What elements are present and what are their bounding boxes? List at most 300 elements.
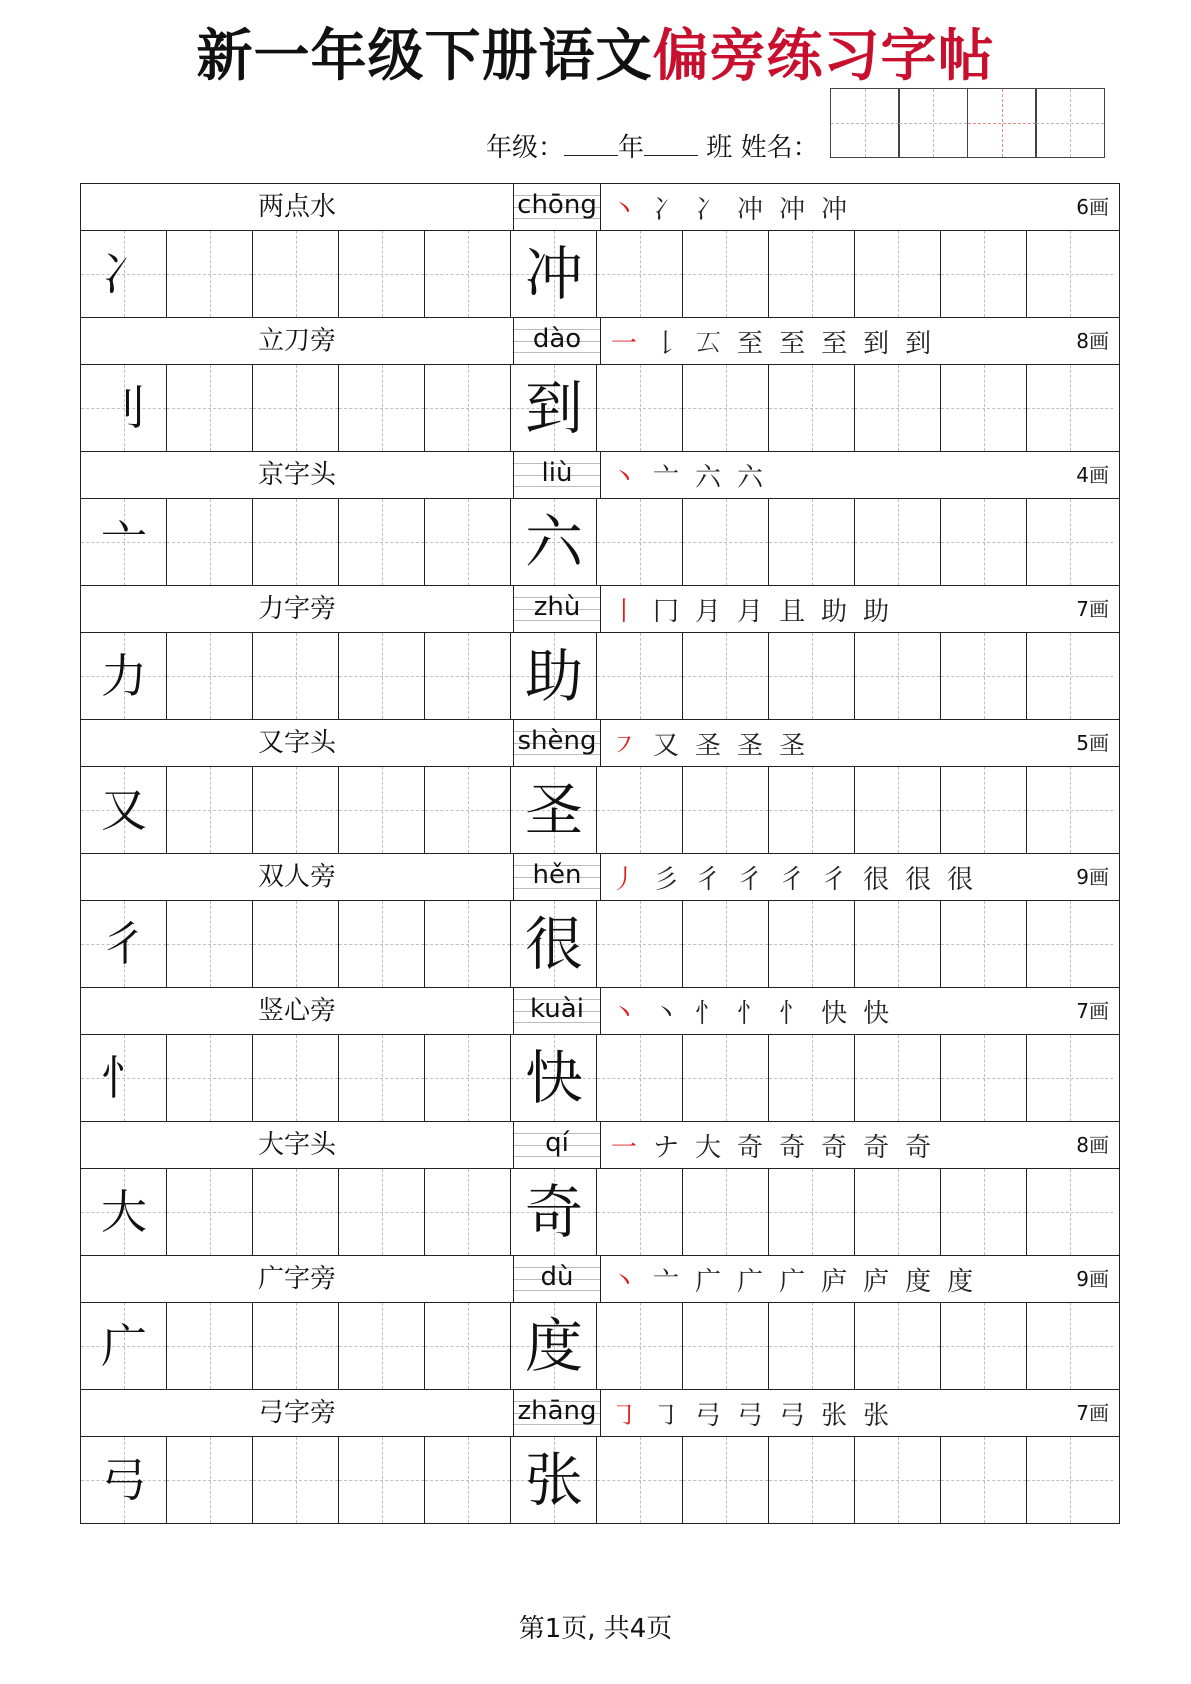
writing-cell[interactable] [425,1437,511,1523]
writing-cell[interactable] [769,499,855,585]
writing-cell[interactable] [941,1169,1027,1255]
name-box[interactable] [830,88,900,158]
stroke-count: 8画 [1076,329,1109,353]
writing-cell[interactable] [339,231,425,317]
writing-cell[interactable] [597,499,683,585]
writing-cell[interactable] [683,499,769,585]
pinyin: qí [514,1122,601,1168]
name-box[interactable] [1035,88,1105,158]
stroke-order [601,854,1119,900]
writing-cell[interactable] [941,499,1027,585]
character-sample: 张 [524,1446,583,1514]
writing-cell[interactable] [425,1169,511,1255]
writing-cell[interactable] [855,365,941,451]
stroke-step: 庐 [821,1266,848,1297]
stroke-step: 丶 [611,1266,638,1297]
character-cell[interactable] [511,365,597,451]
writing-cell[interactable] [425,231,511,317]
practice-cells [81,901,1119,987]
stroke-order [601,184,1119,230]
writing-cell[interactable] [597,1303,683,1389]
radical-name: 弓字旁 [81,1390,514,1436]
practice-cells [81,231,1119,317]
stroke-step: 冲 [821,194,848,225]
writing-cell[interactable] [769,231,855,317]
writing-cell[interactable] [1027,901,1113,987]
character-cell[interactable] [511,901,597,987]
practice-cells [81,767,1119,853]
radical-cell[interactable] [81,1303,167,1389]
writing-cell[interactable] [597,1035,683,1121]
character-sample: 奇 [524,1178,583,1246]
practice-cells [81,499,1119,585]
writing-cell[interactable] [167,231,253,317]
writing-cell[interactable] [167,1437,253,1523]
year-label: 年 [618,133,645,163]
stroke-step: 冫 [695,194,722,225]
stroke-step: 六 [737,462,764,493]
stroke-step: 圣 [695,730,722,761]
writing-cell[interactable] [167,633,253,719]
info-row [81,1256,1119,1303]
stroke-step: 圣 [737,730,764,761]
stroke-step: 弓 [737,1400,764,1431]
writing-cell[interactable] [597,231,683,317]
writing-cell[interactable] [769,1303,855,1389]
stroke-step: 六 [695,462,722,493]
stroke-step: 度 [947,1266,974,1297]
stroke-step: 丶 [611,462,638,493]
writing-cell[interactable] [941,901,1027,987]
writing-cell[interactable] [855,633,941,719]
writing-cell[interactable] [339,1169,425,1255]
writing-cell[interactable] [941,1437,1027,1523]
stroke-step: ㇆ [653,1400,680,1431]
stroke-step: 丶 [653,998,680,1029]
radical-sample: 力 [101,649,147,703]
stroke-step: 亠 [653,462,680,493]
stroke-order [601,452,1119,498]
writing-cell[interactable] [855,1035,941,1121]
stroke-step: 月 [737,596,764,627]
pinyin: zhù [514,586,601,632]
writing-cell[interactable] [253,767,339,853]
stroke-order [601,1390,1119,1436]
grade-blank[interactable] [564,129,618,156]
writing-cell[interactable] [597,1169,683,1255]
writing-cell[interactable] [769,365,855,451]
character-sample: 快 [524,1044,583,1112]
pinyin: kuài [514,988,601,1034]
writing-cell[interactable] [769,1035,855,1121]
character-sample: 到 [524,374,583,442]
practice-cells [81,365,1119,451]
radical-sample: 弓 [101,1453,147,1507]
stroke-step: 一 [611,328,638,359]
stroke-order [601,586,1119,632]
page-footer: 第1页, 共4页 [518,1614,673,1644]
radical-name: 又字头 [81,720,514,766]
stroke-order [601,988,1119,1034]
practice-section [81,585,1119,719]
writing-cell[interactable] [1027,1035,1113,1121]
info-row [81,452,1119,499]
writing-cell[interactable] [855,499,941,585]
writing-cell[interactable] [425,365,511,451]
stroke-step: 助 [863,596,890,627]
character-cell[interactable] [511,1035,597,1121]
radical-sample: 冫 [101,247,147,301]
writing-cell[interactable] [769,901,855,987]
stroke-step: 且 [779,596,806,627]
writing-cell[interactable] [339,365,425,451]
practice-section [81,317,1119,451]
stroke-step: 奇 [737,1132,764,1163]
writing-cell[interactable] [425,1303,511,1389]
writing-cell[interactable] [339,901,425,987]
writing-cell[interactable] [339,633,425,719]
student-info-line [486,128,819,168]
stroke-step: 广 [737,1266,764,1297]
practice-section [81,1255,1119,1389]
stroke-sequence [611,591,905,628]
radical-name: 大字头 [81,1122,514,1168]
stroke-step: 冲 [779,194,806,225]
writing-cell[interactable] [1027,365,1113,451]
stroke-step: 到 [863,328,890,359]
writing-cell[interactable] [167,901,253,987]
stroke-sequence [611,1395,905,1432]
radical-cell[interactable] [81,633,167,719]
practice-cells [81,633,1119,719]
stroke-step: 彳 [695,864,722,895]
stroke-order [601,720,1119,766]
stroke-step: 丶 [611,998,638,1029]
stroke-step: 广 [695,1266,722,1297]
practice-cells [81,1035,1119,1121]
stroke-sequence [611,1127,947,1164]
radical-name: 双人旁 [81,854,514,900]
stroke-step: 很 [905,864,932,895]
stroke-step: 张 [863,1400,890,1431]
info-row [81,988,1119,1035]
writing-cell[interactable] [253,1437,339,1523]
stroke-step: 又 [653,730,680,761]
class-blank[interactable] [644,129,698,156]
character-cell[interactable] [511,1303,597,1389]
info-row [81,1390,1119,1437]
writing-cell[interactable] [339,1437,425,1523]
stroke-count: 5画 [1076,731,1109,755]
writing-cell[interactable] [1027,767,1113,853]
character-sample: 度 [524,1312,583,1380]
stroke-order [601,1256,1119,1302]
stroke-step: 月 [695,596,722,627]
writing-cell[interactable] [769,1169,855,1255]
stroke-step: 𠄌 [653,328,680,359]
writing-cell[interactable] [425,767,511,853]
writing-cell[interactable] [253,499,339,585]
writing-cell[interactable] [339,1035,425,1121]
character-cell[interactable] [511,767,597,853]
writing-cell[interactable] [941,767,1027,853]
stroke-step: 冂 [653,596,680,627]
radical-cell[interactable] [81,767,167,853]
practice-cells [81,1169,1119,1255]
writing-cell[interactable] [253,365,339,451]
radical-cell[interactable] [81,365,167,451]
writing-cell[interactable] [339,499,425,585]
stroke-step: 到 [905,328,932,359]
writing-cell[interactable] [941,633,1027,719]
stroke-step: 弓 [695,1400,722,1431]
stroke-step: 快 [821,998,848,1029]
name-box[interactable] [898,88,968,158]
stroke-sequence [611,993,905,1030]
stroke-step: 助 [821,596,848,627]
radical-sample: 亠 [101,515,147,569]
radical-name: 立刀旁 [81,318,514,364]
stroke-count: 4画 [1076,463,1109,487]
stroke-step: 丿 [611,864,638,895]
radical-name: 两点水 [81,184,514,230]
stroke-step: 奇 [821,1132,848,1163]
writing-cell[interactable] [597,901,683,987]
character-cell[interactable] [511,633,597,719]
pinyin: dù [514,1256,601,1302]
writing-cell[interactable] [855,901,941,987]
writing-cell[interactable] [167,1035,253,1121]
character-sample: 六 [524,508,583,576]
info-row [81,854,1119,901]
practice-section [81,987,1119,1121]
stroke-step: 一 [611,1132,638,1163]
stroke-step: 忄 [737,998,764,1029]
character-cell[interactable] [511,499,597,585]
pinyin: zhāng [514,1390,601,1436]
writing-cell[interactable] [167,365,253,451]
stroke-count: 9画 [1076,865,1109,889]
writing-cell[interactable] [683,1303,769,1389]
stroke-step: 彡 [653,864,680,895]
radical-sample: 忄 [101,1051,147,1105]
stroke-order [601,1122,1119,1168]
writing-cell[interactable] [425,499,511,585]
stroke-sequence [611,323,947,360]
writing-cell[interactable] [597,1437,683,1523]
stroke-step: 奇 [779,1132,806,1163]
stroke-step: 度 [905,1266,932,1297]
writing-cell[interactable] [253,1169,339,1255]
stroke-step: 奇 [863,1132,890,1163]
writing-cell[interactable] [167,1303,253,1389]
stroke-step: 彳 [737,864,764,895]
writing-cell[interactable] [941,365,1027,451]
pinyin: chōng [514,184,601,230]
writing-cell[interactable] [769,633,855,719]
writing-cell[interactable] [683,1437,769,1523]
writing-cell[interactable] [1027,499,1113,585]
writing-cell[interactable] [339,767,425,853]
info-row [81,1122,1119,1169]
stroke-step: 彳 [821,864,848,895]
stroke-step: ㇆ [611,1400,638,1431]
info-row [81,720,1119,767]
character-sample: 助 [524,642,583,710]
writing-cell[interactable] [683,901,769,987]
title-main: 新一年级下册语文 [196,24,653,89]
radical-cell[interactable] [81,231,167,317]
stroke-count: 7画 [1076,597,1109,621]
title-accent: 偏旁练习字帖 [652,24,995,89]
practice-section [81,1121,1119,1255]
practice-section [81,451,1119,585]
writing-cell[interactable] [941,1035,1027,1121]
class-label: 班 [706,133,733,163]
stroke-step: 张 [821,1400,848,1431]
writing-cell[interactable] [1027,1169,1113,1255]
writing-cell[interactable] [167,499,253,585]
radical-sample: 广 [101,1319,147,1373]
stroke-count: 6画 [1076,195,1109,219]
stroke-step: 很 [863,864,890,895]
stroke-step: 𠫔 [695,328,722,359]
radical-cell[interactable] [81,499,167,585]
radical-cell[interactable] [81,1169,167,1255]
stroke-step: 忄 [695,998,722,1029]
stroke-sequence [611,725,821,762]
stroke-step: 很 [947,864,974,895]
pinyin: shèng [514,720,601,766]
writing-cell[interactable] [253,231,339,317]
radical-cell[interactable] [81,901,167,987]
stroke-sequence [611,189,863,226]
pinyin: liù [514,452,601,498]
writing-cell[interactable] [253,633,339,719]
writing-cell[interactable] [425,1035,511,1121]
stroke-count: 7画 [1076,1401,1109,1425]
stroke-step: 圣 [779,730,806,761]
character-sample: 冲 [524,240,583,308]
writing-cell[interactable] [339,1303,425,1389]
stroke-count: 9画 [1076,1267,1109,1291]
writing-cell[interactable] [683,231,769,317]
writing-cell[interactable] [855,231,941,317]
radical-sample: 刂 [101,381,147,435]
character-cell[interactable] [511,1437,597,1523]
writing-cell[interactable] [425,633,511,719]
practice-cells [81,1303,1119,1389]
stroke-step: 冲 [737,194,764,225]
stroke-order [601,318,1119,364]
stroke-step: 奇 [905,1132,932,1163]
writing-cell[interactable] [1027,633,1113,719]
info-row [81,184,1119,231]
stroke-step: ナ [653,1132,680,1163]
practice-grid [80,183,1120,1524]
writing-cell[interactable] [167,767,253,853]
writing-cell[interactable] [769,767,855,853]
writing-cell[interactable] [941,231,1027,317]
radical-sample: 大 [101,1185,147,1239]
name-box[interactable] [967,88,1037,158]
character-cell[interactable] [511,231,597,317]
radical-sample: 彳 [101,917,147,971]
page-title [0,22,1191,92]
stroke-step: 忄 [779,998,806,1029]
radical-name: 力字旁 [81,586,514,632]
practice-section [81,719,1119,853]
stroke-step: ㇇ [611,730,638,761]
writing-cell[interactable] [855,767,941,853]
info-row [81,586,1119,633]
writing-cell[interactable] [855,1303,941,1389]
radical-cell[interactable] [81,1437,167,1523]
radical-name: 广字旁 [81,1256,514,1302]
stroke-count: 7画 [1076,999,1109,1023]
writing-cell[interactable] [855,1169,941,1255]
writing-cell[interactable] [1027,1437,1113,1523]
name-boxes [831,88,1105,158]
stroke-step: 冫 [653,194,680,225]
stroke-step: 弓 [779,1400,806,1431]
stroke-count: 8画 [1076,1133,1109,1157]
stroke-step: 庐 [863,1266,890,1297]
pinyin: dào [514,318,601,364]
practice-section [81,853,1119,987]
writing-cell[interactable] [769,1437,855,1523]
radical-name: 竖心旁 [81,988,514,1034]
stroke-sequence [611,859,989,896]
stroke-step: 至 [821,328,848,359]
stroke-step: 大 [695,1132,722,1163]
writing-cell[interactable] [683,767,769,853]
grade-label: 年级： [486,133,565,163]
stroke-step: 至 [779,328,806,359]
writing-cell[interactable] [855,1437,941,1523]
writing-cell[interactable] [597,633,683,719]
writing-cell[interactable] [597,365,683,451]
stroke-sequence [611,1261,989,1298]
stroke-sequence [611,457,779,494]
character-cell[interactable] [511,1169,597,1255]
writing-cell[interactable] [253,1035,339,1121]
stroke-step: 亠 [653,1266,680,1297]
practice-cells [81,1437,1119,1523]
writing-cell[interactable] [683,365,769,451]
writing-cell[interactable] [1027,231,1113,317]
radical-cell[interactable] [81,1035,167,1121]
writing-cell[interactable] [683,633,769,719]
practice-section [81,184,1119,317]
writing-cell[interactable] [683,1035,769,1121]
stroke-step: 广 [779,1266,806,1297]
writing-cell[interactable] [167,1169,253,1255]
writing-cell[interactable] [1027,1303,1113,1389]
writing-cell[interactable] [683,1169,769,1255]
writing-cell[interactable] [941,1303,1027,1389]
stroke-step: 至 [737,328,764,359]
character-sample: 圣 [524,776,583,844]
writing-cell[interactable] [253,1303,339,1389]
writing-cell[interactable] [597,767,683,853]
radical-sample: 又 [101,783,147,837]
writing-cell[interactable] [425,901,511,987]
practice-section [81,1389,1119,1523]
writing-cell[interactable] [253,901,339,987]
radical-name: 京字头 [81,452,514,498]
name-label: 姓名： [740,133,819,163]
